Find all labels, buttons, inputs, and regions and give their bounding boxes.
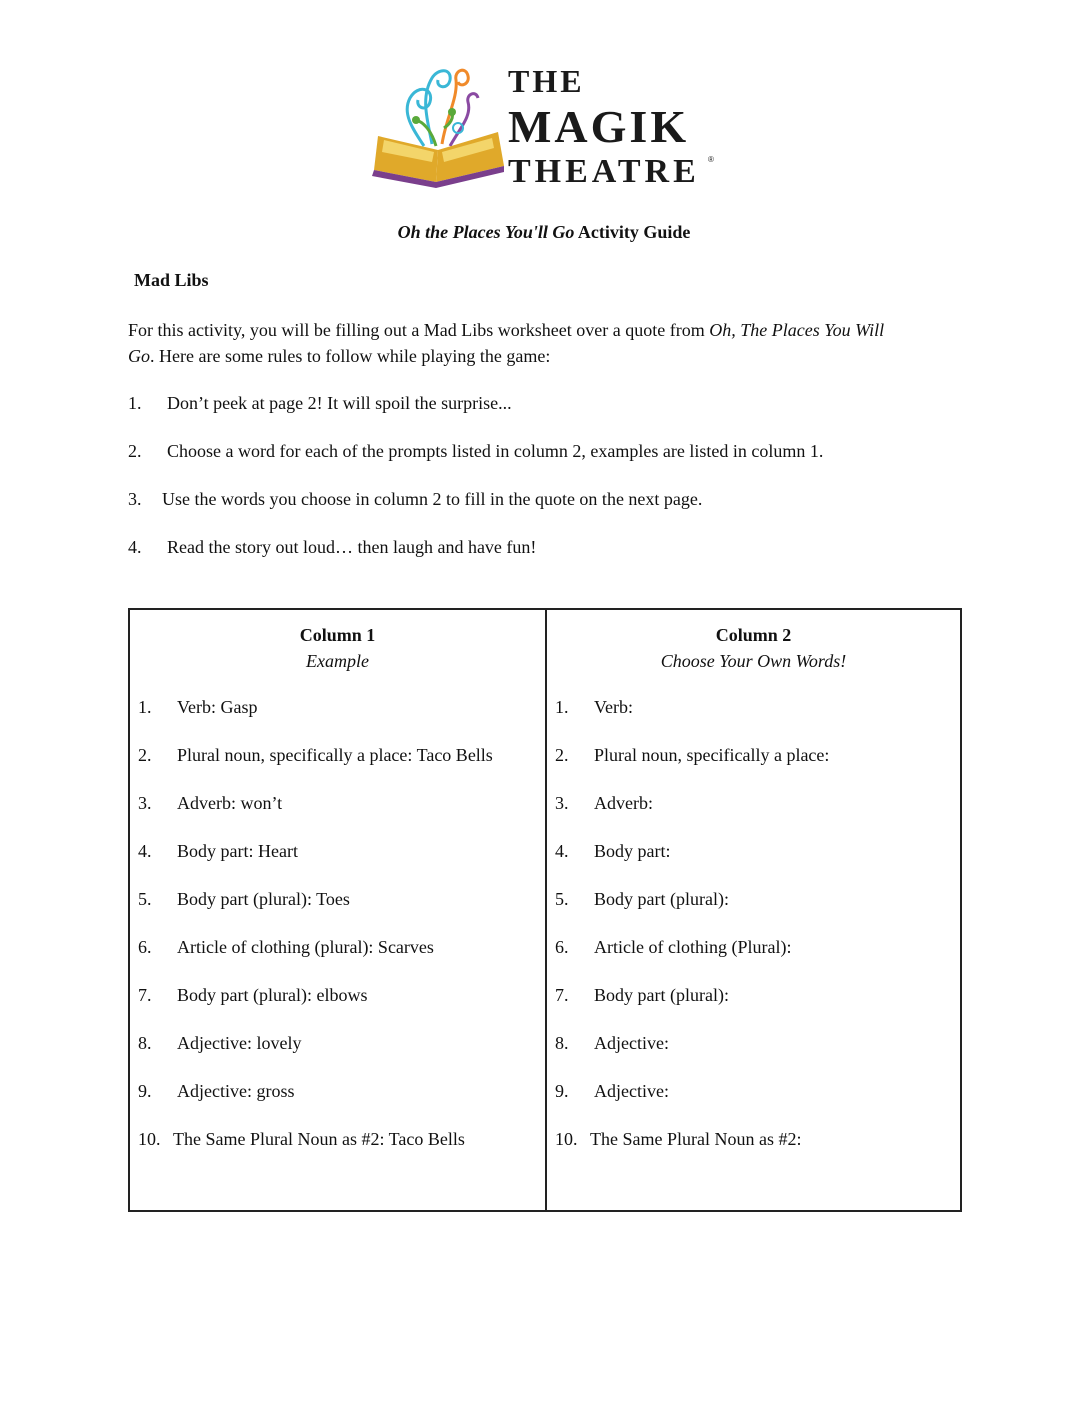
column-2-item bbox=[555, 1080, 669, 1102]
intro-text-before: For this activity, you will be filling out a Mad Libs worksheet over a quote from bbox=[128, 320, 710, 340]
column-1-header: Column 1 bbox=[299, 625, 376, 645]
item-text: Adjective: bbox=[594, 1033, 669, 1053]
column-1-item bbox=[138, 696, 257, 718]
item-text: Adjective: gross bbox=[177, 1081, 295, 1101]
item-number: 3. bbox=[138, 793, 152, 813]
item-number: 4. bbox=[555, 841, 569, 861]
column-1-item bbox=[138, 1128, 465, 1150]
column-1 bbox=[130, 610, 545, 1210]
section-heading: Mad Libs bbox=[134, 270, 209, 290]
rule-number: 1. bbox=[128, 393, 142, 413]
column-1-item bbox=[138, 1032, 301, 1054]
item-text: Adjective: lovely bbox=[177, 1033, 302, 1053]
item-number: 7. bbox=[555, 985, 569, 1005]
column-2-item bbox=[555, 840, 671, 862]
item-text: Verb: Gasp bbox=[177, 697, 258, 717]
rule-item bbox=[128, 536, 536, 558]
column-1-item bbox=[138, 744, 493, 766]
column-1-item bbox=[138, 840, 298, 862]
column-2-item bbox=[555, 744, 829, 766]
column-1-item bbox=[138, 888, 350, 910]
item-text: Body part (plural): elbows bbox=[177, 985, 368, 1005]
item-number: 4. bbox=[138, 841, 152, 861]
item-text: Body part (plural): Toes bbox=[177, 889, 350, 909]
rule-number: 4. bbox=[128, 537, 142, 557]
column-2-item bbox=[555, 792, 653, 814]
rule-text: Choose a word for each of the prompts listed in column 2, examples are listed in column 1. bbox=[167, 441, 824, 461]
column-1-item bbox=[138, 1080, 294, 1102]
item-number: 8. bbox=[138, 1033, 152, 1053]
item-text: The Same Plural Noun as #2: Taco Bells bbox=[173, 1129, 465, 1149]
column-2-item bbox=[555, 1032, 669, 1054]
item-number: 2. bbox=[138, 745, 152, 765]
logo-line-theatre: THEATRE bbox=[508, 153, 700, 190]
item-text: Body part: Heart bbox=[177, 841, 298, 861]
rule-text: Don’t peek at page 2! It will spoil the surprise... bbox=[167, 393, 512, 413]
item-text: Article of clothing (Plural): bbox=[594, 937, 792, 957]
item-number: 2. bbox=[555, 745, 569, 765]
column-2-item bbox=[555, 1128, 801, 1150]
item-text: Adverb: bbox=[594, 793, 653, 813]
logo-line-magik: MAGIK bbox=[508, 101, 690, 152]
item-number: 9. bbox=[138, 1081, 152, 1101]
column-2-item bbox=[555, 888, 729, 910]
item-number: 3. bbox=[555, 793, 569, 813]
column-2-subheader: Choose Your Own Words! bbox=[660, 651, 847, 671]
title-book-name: Oh the Places You'll Go bbox=[397, 222, 575, 242]
column-1-item bbox=[138, 792, 282, 814]
item-number: 6. bbox=[138, 937, 152, 957]
intro-paragraph bbox=[128, 317, 968, 369]
logo-line-the: THE bbox=[508, 63, 585, 99]
column-1-subheader: Example bbox=[306, 651, 369, 671]
item-number: 5. bbox=[138, 889, 152, 909]
item-number: 10. bbox=[555, 1129, 578, 1149]
item-text: Verb: bbox=[594, 697, 633, 717]
item-number: 1. bbox=[555, 697, 569, 717]
intro-text-after: . Here are some rules to follow while playing the game: bbox=[150, 346, 551, 366]
column-2 bbox=[547, 610, 960, 1210]
column-1-item bbox=[138, 936, 434, 958]
column-2-header: Column 2 bbox=[715, 625, 792, 645]
intro-book-title-2: Go bbox=[128, 346, 150, 366]
item-number: 8. bbox=[555, 1033, 569, 1053]
item-text: Plural noun, specifically a place: bbox=[594, 745, 830, 765]
rule-text: Use the words you choose in column 2 to fill in the quote on the next page. bbox=[162, 489, 703, 509]
magik-theatre-logo bbox=[372, 58, 717, 190]
item-text: Adjective: bbox=[594, 1081, 669, 1101]
page-title bbox=[0, 222, 1088, 243]
column-2-item bbox=[555, 984, 729, 1006]
item-text: The Same Plural Noun as #2: bbox=[590, 1129, 802, 1149]
mad-libs-table bbox=[128, 608, 962, 1212]
item-text: Body part: bbox=[594, 841, 671, 861]
open-book-logo-icon bbox=[372, 58, 717, 190]
item-number: 1. bbox=[138, 697, 152, 717]
rule-item bbox=[128, 440, 823, 462]
item-number: 6. bbox=[555, 937, 569, 957]
item-text: Article of clothing (plural): Scarves bbox=[177, 937, 434, 957]
item-text: Body part (plural): bbox=[594, 889, 729, 909]
column-2-item bbox=[555, 696, 633, 718]
item-text: Body part (plural): bbox=[594, 985, 729, 1005]
column-1-item bbox=[138, 984, 367, 1006]
intro-book-title-1: Oh, The Places You Will bbox=[709, 320, 885, 340]
item-number: 9. bbox=[555, 1081, 569, 1101]
rule-number: 2. bbox=[128, 441, 142, 461]
logo-trademark: ® bbox=[708, 155, 714, 164]
title-suffix: Activity Guide bbox=[574, 222, 691, 242]
item-text: Adverb: won’t bbox=[177, 793, 283, 813]
item-number: 5. bbox=[555, 889, 569, 909]
rule-item bbox=[128, 488, 702, 510]
rule-item bbox=[128, 392, 512, 414]
item-number: 7. bbox=[138, 985, 152, 1005]
item-number: 10. bbox=[138, 1129, 161, 1149]
rule-text: Read the story out loud… then laugh and have fun! bbox=[167, 537, 537, 557]
rule-number: 3. bbox=[128, 489, 142, 509]
column-2-item bbox=[555, 936, 791, 958]
item-text: Plural noun, specifically a place: Taco Bells bbox=[177, 745, 493, 765]
